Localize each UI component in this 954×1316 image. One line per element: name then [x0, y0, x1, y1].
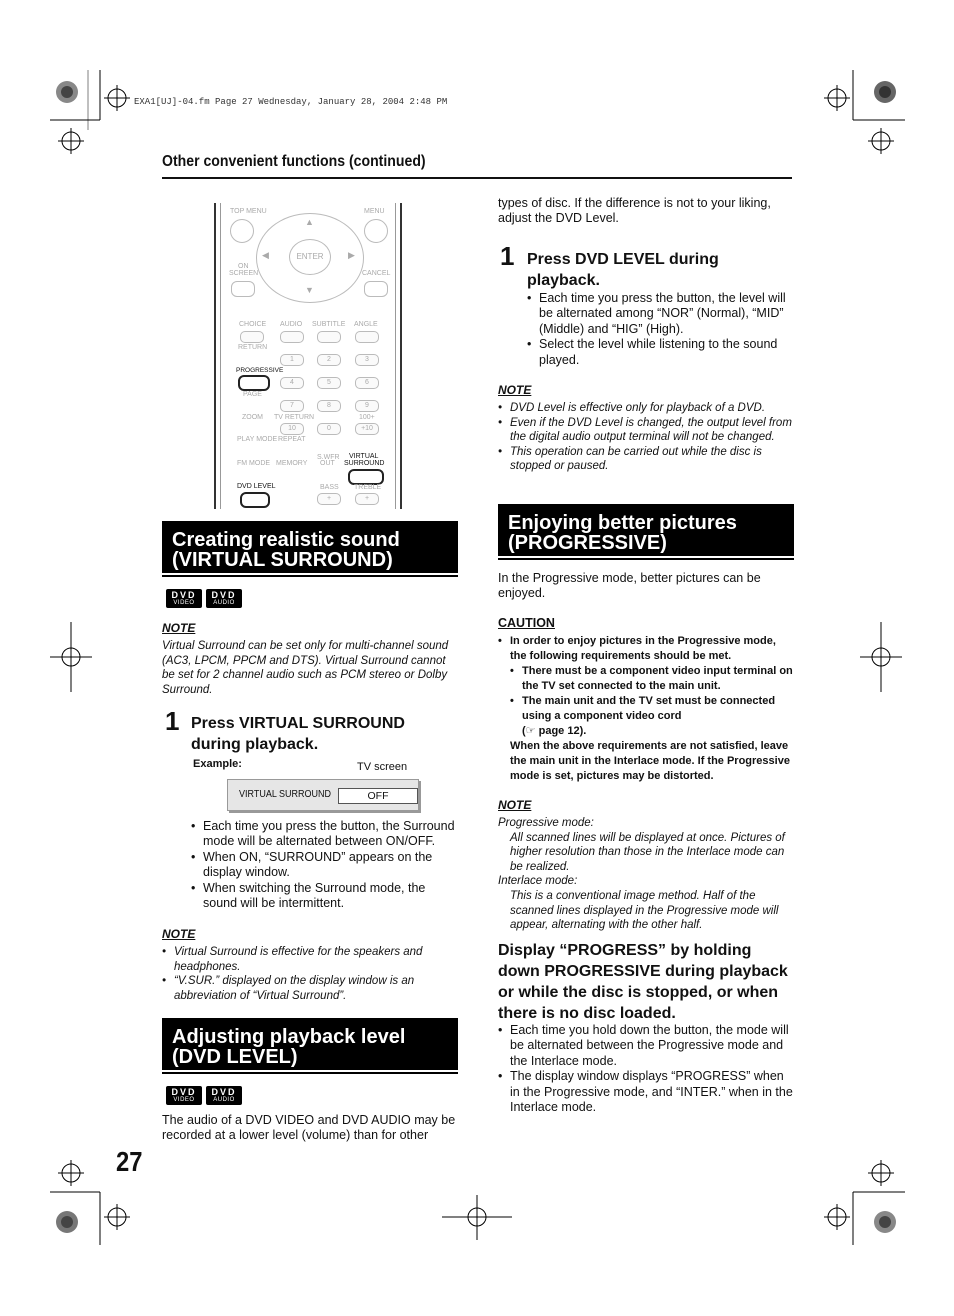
remote-key-plus10[interactable]: +10 [355, 423, 379, 435]
remote-on-screen-label: SCREEN [229, 270, 259, 277]
dvd-level-note-label: NOTE [498, 383, 532, 397]
virtual-surround-bullets [191, 819, 461, 911]
arrow-down-icon: ▼ [305, 285, 314, 295]
remote-page-label: PAGE [243, 391, 262, 398]
list-item: • Each time you hold down the button, the mode will be alternated between the Progressive mode and the Interlace mode. [498, 1023, 794, 1069]
pointing-hand-icon: ☞ [525, 725, 536, 737]
progressive-note [498, 816, 794, 933]
dvd-level-title-line1: Adjusting playback level [172, 1026, 406, 1048]
remote-progressive-label: PROGRESSIVE [236, 367, 284, 374]
virtual-surround-note-label: NOTE [162, 621, 196, 635]
arrow-right-icon: ▶ [348, 250, 355, 260]
list-item: • Select the level while listening to the sound played. [527, 337, 793, 368]
remote-key-9[interactable]: 9 [355, 400, 379, 412]
tv-surround-value: OFF [338, 788, 418, 804]
remote-menu-button[interactable] [364, 219, 388, 243]
remote-key-0[interactable]: 0 [317, 423, 341, 435]
remote-virtual-label: VIRTUAL [349, 453, 379, 460]
remote-progressive-button[interactable] [238, 375, 270, 391]
virtual-surround-note-text: Virtual Surround can be set only for multi-channel sound (AC3, LPCM, PPCM and DTS). Virtual Surround cannot be set for 2 channel audio such as PCM stereo or Dolby Surround. [162, 640, 449, 696]
remote-key-3[interactable]: 3 [355, 354, 379, 366]
progressive-note-label: NOTE [498, 798, 532, 812]
page-header: Other convenient functions (continued) [162, 153, 426, 170]
progressive-title-line2: (PROGRESSIVE) [508, 532, 667, 554]
example-label: Example: [193, 758, 242, 770]
remote-key-4[interactable]: 4 [280, 377, 304, 389]
list-item: • Even if the DVD Level is changed, the output level from the digital audio output terminal will not be changed. [498, 416, 792, 445]
list-item: • DVD Level is effective only for playback of a DVD. [498, 401, 792, 416]
dvd-level-intro-right: types of disc. If the difference is not to your liking, adjust the DVD Level. [498, 196, 771, 226]
dvd-audio-badge: DVD AUDIO [206, 1086, 242, 1105]
remote-on-screen-button[interactable] [231, 281, 255, 297]
remote-treble-button[interactable]: + [355, 493, 379, 505]
dvd-video-badge: DVD VIDEO [166, 589, 202, 608]
remote-zoom-label: ZOOM [242, 414, 263, 421]
list-item: • “V.SUR.” displayed on the display window is an abbreviation of “Virtual Surround”. [162, 974, 458, 1003]
list-item: • When ON, “SURROUND” appears on the display window. [191, 850, 461, 881]
section-virtual-surround-title [162, 521, 458, 573]
remote-out-label: OUT [320, 460, 335, 467]
remote-angle-label: ANGLE [354, 321, 378, 328]
header-rule [162, 177, 792, 179]
caution-sub-item: • There must be a component video input terminal on the TV set connected to the main unit. [510, 664, 794, 694]
remote-swfr-label: S.WFR [317, 454, 340, 461]
remote-angle-button[interactable] [355, 331, 379, 343]
remote-repeat-label: REPEAT [278, 436, 306, 443]
section-dvd-level-title [162, 1018, 458, 1070]
remote-virtual-surround-button[interactable] [348, 469, 384, 485]
dvd-audio-badge: DVD AUDIO [206, 589, 242, 608]
remote-on-label: ON [238, 263, 249, 270]
virtual-surround-note2-label: NOTE [162, 927, 196, 941]
remote-choice-label: CHOICE [239, 321, 267, 328]
page-number: 27 [116, 1146, 143, 1177]
progressive-mode-text: All scanned lines will be displayed at once. Pictures of higher resolution than those in the Interlace mode can be realized. [510, 831, 785, 873]
remote-bass-label: BASS [320, 484, 339, 491]
remote-100-label: 100+ [359, 414, 375, 421]
list-item: • Virtual Surround is effective for the speakers and headphones. [162, 945, 458, 974]
virtual-surround-badges [166, 589, 246, 608]
remote-bass-button[interactable]: + [317, 493, 341, 505]
dvd-level-title-line2: (DVD LEVEL) [172, 1046, 298, 1068]
list-item: • This operation can be carried out while the disc is stopped or paused. [498, 445, 792, 474]
arrow-up-icon: ▲ [305, 217, 314, 227]
progressive-mode-label: Progressive mode: [498, 817, 594, 829]
file-info-line: EXA1[UJ]-04.fm Page 27 Wednesday, January 28, 2004 2:48 PM [134, 97, 448, 107]
remote-illustration [214, 203, 402, 509]
remote-memory-label: MEMORY [276, 460, 308, 467]
remote-top-menu-button[interactable] [230, 219, 254, 243]
remote-dvd-level-label: DVD LEVEL [237, 483, 276, 490]
virtual-surround-title-line1: Creating realistic sound [172, 529, 400, 551]
dvd-level-badges [166, 1086, 246, 1105]
dvd-level-step-text: Press DVD LEVEL during playback. [527, 251, 719, 289]
remote-key-1[interactable]: 1 [280, 354, 304, 366]
caution-after-text: When the above requirements are not satisfied, leave the main unit in the Interlace mode. If the Progressive mode is set, pictures may be distorted. [510, 740, 790, 782]
remote-choice-button[interactable] [240, 331, 264, 343]
caution-sub-item: • The main unit and the TV set must be connected using a component video cord (☞ page 12). [510, 694, 794, 739]
interlace-mode-label: Interlace mode: [498, 875, 578, 888]
remote-top-menu-label: TOP MENU [230, 208, 267, 215]
list-item: • Each time you press the button, the Surround mode will be alternated between ON/OFF. [191, 819, 461, 850]
dvd-video-badge: DVD VIDEO [166, 1086, 202, 1105]
remote-tv-return-label: TV RETURN [274, 414, 315, 421]
remote-menu-label: MENU [364, 208, 385, 215]
caution-page-ref: page 12). [538, 725, 587, 737]
remote-subtitle-button[interactable] [317, 331, 341, 343]
dvd-level-note-list [498, 401, 792, 474]
tv-screen-example [227, 779, 419, 811]
list-item: • The display window displays “PROGRESS” when in the Progressive mode, and “INTER.” when in the Interlace mode. [498, 1069, 794, 1115]
arrow-left-icon: ◀ [262, 250, 269, 260]
caution-label: CAUTION [498, 616, 555, 630]
list-item: • When switching the Surround mode, the sound will be intermittent. [191, 881, 461, 912]
remote-key-8[interactable]: 8 [317, 400, 341, 412]
remote-play-mode-label: PLAY MODE [237, 436, 278, 443]
caution-main-item: • In order to enjoy pictures in the Progressive mode, the following requirements should be met. • There must be a component video input terminal on the TV set connected to the main unit. • The main unit and the TV set must be connected using a component video cord (☞ page 12). When the above requirements are not satisfied, leave the main unit in the Interlace mode. If the Progressive mode is set, pictures may be distorted. [498, 634, 794, 784]
virtual-surround-note2-list [162, 945, 458, 1003]
remote-dvd-level-button[interactable] [240, 492, 270, 508]
dvd-level-bullets [527, 291, 793, 368]
display-progress-heading: Display “PROGRESS” by holding down PROGRESSIVE during playback or while the disc is stopped, or when there is no disc loaded. [498, 942, 788, 1022]
remote-audio-button[interactable] [280, 331, 304, 343]
remote-key-6[interactable]: 6 [355, 377, 379, 389]
virtual-surround-title-line2: (VIRTUAL SURROUND) [172, 549, 393, 571]
remote-subtitle-label: SUBTITLE [312, 321, 346, 328]
virtual-surround-step-number: 1 [165, 706, 180, 736]
progressive-title-line1: Enjoying better pictures [508, 512, 737, 534]
progressive-bullets [498, 1023, 794, 1115]
remote-key-5[interactable]: 5 [317, 377, 341, 389]
interlace-mode-text: This is a conventional image method. Half of the scanned lines displayed in the Progressive mode will appear, alternating with the other half. [510, 889, 779, 932]
remote-fm-mode-label: FM MODE [237, 460, 271, 467]
virtual-surround-step-text: Press VIRTUAL SURROUND during playback. [191, 715, 405, 753]
dvd-level-step-number: 1 [500, 241, 515, 271]
remote-cancel-button[interactable] [364, 281, 388, 297]
remote-key-10[interactable]: 10 [280, 423, 304, 435]
progressive-intro: In the Progressive mode, better pictures can be enjoyed. [498, 571, 761, 601]
dvd-level-intro-left: The audio of a DVD VIDEO and DVD AUDIO may be recorded at a lower level (volume) than for other [162, 1113, 456, 1143]
remote-surround-label: SURROUND [344, 460, 385, 467]
tv-virtual-surround-item: VIRTUAL SURROUND [239, 789, 332, 800]
remote-cancel-label: CANCEL [362, 270, 391, 277]
remote-audio-label: AUDIO [280, 321, 303, 328]
remote-enter-button[interactable]: ENTER [289, 239, 331, 275]
remote-treble-label: TREBLE [354, 484, 382, 491]
remote-key-2[interactable]: 2 [317, 354, 341, 366]
remote-return-label: RETURN [238, 344, 268, 351]
list-item: • Each time you press the button, the level will be alternated among “NOR” (Normal), “MID” (Middle) and “HIG” (High). [527, 291, 793, 337]
tv-screen-label: TV screen [357, 761, 408, 773]
caution-block [498, 634, 794, 784]
section-progressive-title [498, 504, 794, 556]
remote-key-7[interactable]: 7 [280, 400, 304, 412]
